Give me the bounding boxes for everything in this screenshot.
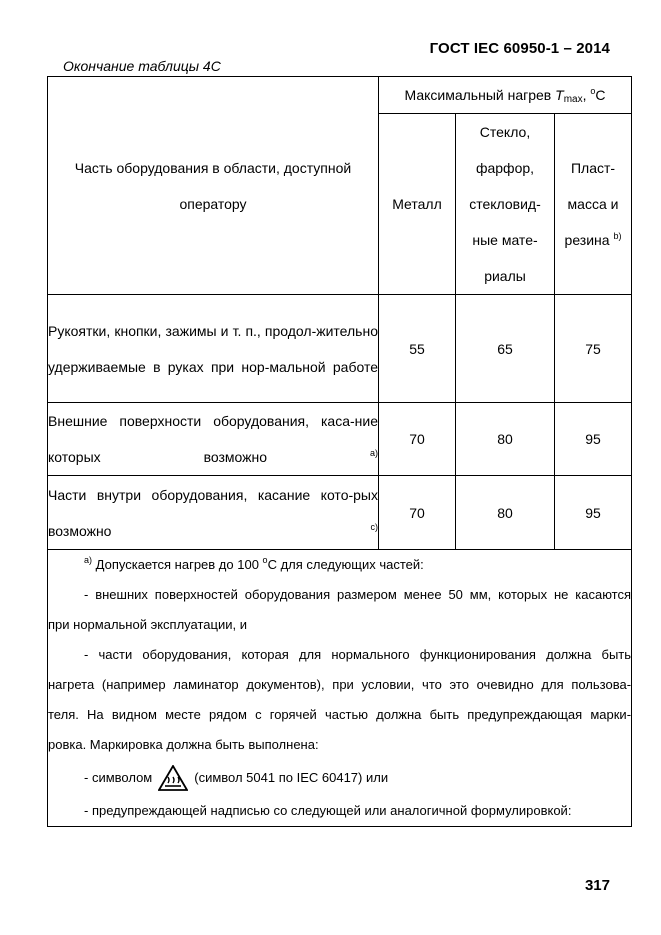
degree-mark: o	[590, 86, 596, 96]
table-row	[48, 476, 632, 550]
hot-surface-warning-icon	[158, 765, 188, 791]
footnote-ref-b: b)	[613, 231, 622, 241]
tmax-subscript: max	[563, 94, 583, 105]
part-column-header: Часть оборудования в области, доступной оператору	[48, 77, 379, 295]
note-item-2-line-2: нагрета (например ламинатор документов), при условии, что это очевидно для пользова-	[48, 677, 632, 692]
glass-value: 80	[456, 403, 555, 476]
metal-column-header: Металл	[379, 114, 456, 295]
footnote-ref-a: a)	[369, 448, 378, 458]
note-item-1-line-2: при нормальной эксплуатации, и	[48, 617, 247, 632]
plastic-value: 75	[555, 295, 632, 403]
plastic-value: 95	[555, 403, 632, 476]
note-a: $^{a)}$ Допускается нагрев до 100 $^o$С для следующих частей:	[84, 555, 424, 572]
note-item-2-line-1: - части оборудования, которая для нормального функционирования должна быть	[84, 647, 632, 662]
metal-value: 55	[379, 295, 456, 403]
table-caption: Окончание таблицы 4C	[63, 58, 221, 74]
row-label: Рукоятки, кнопки, зажимы и т. п., продол-жительно удерживаемые в руках при нор-мальной работе	[48, 295, 379, 403]
page-number: 317	[584, 877, 610, 894]
footnote-ref-c: c)	[370, 521, 378, 532]
glass-value: 80	[456, 476, 555, 550]
glass-column-header: Стекло, фарфор, стекловид-ные мате-риалы	[456, 114, 555, 295]
temperature-table	[47, 76, 632, 827]
metal-value: 70	[379, 476, 456, 550]
tmax-unit: C	[595, 87, 606, 103]
table-row	[48, 403, 632, 476]
degree-mark: o	[262, 555, 268, 565]
metal-value: 70	[379, 403, 456, 476]
note-item-2-line-3: теля. На видном месте рядом с горячей частью должна быть предупреждающая марки-	[48, 707, 632, 722]
note-item-1-line-1: - внешних поверхностей оборудования размером менее 50 мм, которых не касаются	[84, 587, 632, 602]
note-a-marker: a)	[84, 555, 93, 565]
note-item-2-line-4: ровка. Маркировка должна быть выполнена:	[48, 737, 319, 752]
tmax-symbol: T	[555, 87, 564, 103]
table-row	[48, 295, 632, 403]
plastic-column-header: Пласт-масса и резина $^{b)}$	[555, 114, 632, 295]
warning-line: - предупреждающей надписью со следующей или аналогичной формулировкой:	[84, 803, 572, 818]
symbol-line: - символом (символ 5041 по IEC 60417) или	[48, 760, 631, 796]
plastic-value: 95	[555, 476, 632, 550]
row-label: Внешние поверхности оборудования, каса-ние которых возможно $^{a)}$	[48, 403, 379, 476]
row-label: Части внутри оборудования, касание кото-рых возможно $^{c)}$	[48, 476, 379, 550]
table-notes	[48, 550, 632, 827]
standard-header: ГОСТ IEC 60950-1 – 2014	[429, 40, 610, 57]
tmax-header: Максимальный нагрев $T_{max}$, $^o$C	[379, 77, 632, 114]
glass-value: 65	[456, 295, 555, 403]
